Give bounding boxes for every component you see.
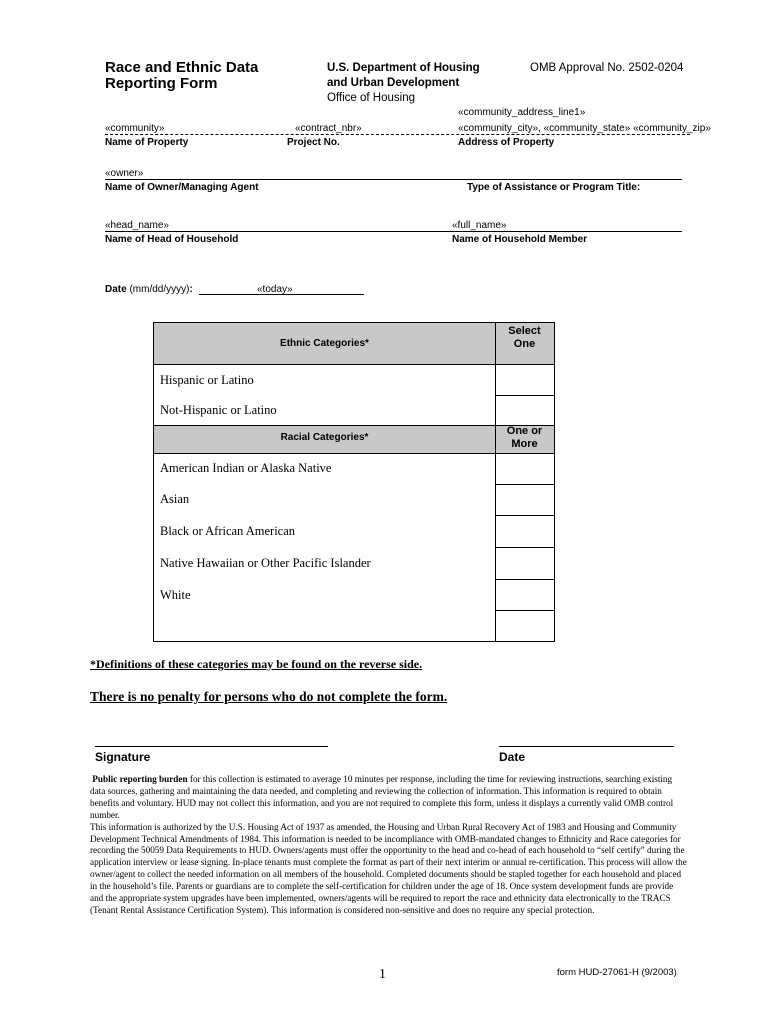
racial-option-american-indian: American Indian or Alaska Native bbox=[160, 461, 332, 475]
date-label: Date bbox=[105, 284, 127, 295]
burden-lead: Public reporting burden bbox=[92, 774, 188, 784]
select-one-header bbox=[495, 325, 554, 351]
owner-value: «owner» bbox=[105, 168, 144, 179]
ethnic-categories-header: Ethnic Categories* bbox=[280, 338, 369, 349]
form-title-line1: Race and Ethnic Data bbox=[105, 59, 259, 76]
burden-paragraph-1 bbox=[90, 774, 688, 822]
signature-label: Signature bbox=[95, 750, 151, 764]
ethnic-select-cell-hispanic[interactable] bbox=[496, 365, 554, 395]
today-value: «today» bbox=[257, 284, 293, 295]
public-reporting-burden bbox=[90, 774, 688, 917]
row-divider bbox=[154, 364, 554, 365]
select-one-line2: One bbox=[513, 338, 536, 350]
address-line1-value: «community_address_line1» bbox=[458, 107, 586, 118]
racial-select-cell-black[interactable] bbox=[496, 516, 554, 547]
one-or-more-line1: One or bbox=[506, 425, 543, 437]
community-value: «community» bbox=[105, 123, 165, 134]
omb-approval: OMB Approval No. 2502-0204 bbox=[530, 62, 684, 74]
head-name-value: «head_name» bbox=[105, 220, 169, 231]
household-member-label: Name of Household Member bbox=[452, 234, 588, 245]
burden-para1-text: for this collection is estimated to average 10 minutes per response, including the time for reviewing instructions, searching existing data sources, gathering and maintaining the data needed, and completing and reviewing the collection of information. This information is required to obtain benefits and voluntary. HUD may not collect this information, and you are not required to complete this form, unless it displays a currently valid OMB control number. bbox=[90, 774, 674, 820]
owner-underline bbox=[105, 179, 682, 180]
racial-select-cell-white[interactable] bbox=[496, 580, 554, 610]
row-divider bbox=[154, 425, 554, 426]
department-block bbox=[327, 61, 480, 106]
one-or-more-header bbox=[495, 425, 554, 451]
no-penalty-note: There is no penalty for persons who do not complete the form. bbox=[90, 689, 448, 704]
department-line1: U.S. Department of Housing bbox=[327, 62, 480, 74]
household-underline bbox=[105, 231, 682, 232]
property-name-label: Name of Property bbox=[105, 137, 189, 148]
department-line2: and Urban Development bbox=[327, 77, 460, 89]
signature-date-line bbox=[499, 746, 674, 747]
racial-select-cell-asian[interactable] bbox=[496, 485, 554, 515]
racial-option-native-hawaiian: Native Hawaiian or Other Pacific Islander bbox=[160, 556, 371, 570]
signature-line bbox=[95, 746, 328, 747]
page-number: 1 bbox=[379, 967, 386, 982]
form-title bbox=[105, 60, 258, 92]
signature-date-label: Date bbox=[499, 750, 526, 764]
property-underline bbox=[105, 134, 690, 135]
date-field-label bbox=[105, 284, 193, 296]
definitions-note: *Definitions of these categories may be found on the reverse side. bbox=[90, 657, 423, 671]
property-address-label: Address of Property bbox=[458, 137, 555, 148]
burden-paragraph-2: This information is authorized by the U.S. Housing Act of 1937 as amended, the Housing and Urban Rural Recovery Act of 1983 and Housing and Community Development Technical Amendments of 1984. This information is needed to be incompliance with OMB-mandated changes to Ethnicity and Race categories for recording the 50059 Data Requirements to HUD. Owners/agents must offer the opportunity to the head and co-head of each household to “self certify” during the application interview or lease signing. In-place tenants must complete the format as part of their next interim or annual re-certification. This process will allow the owner/agent to collect the needed information on all members of the household. Completed documents should be stapled together for each household and placed in the household’s file. Parents or guardians are to complete the self-certification for children under the age of 18. Once system development funds are provide and the appropriate system upgrades have been implemented, owners/agents will be required to report the race and ethnicity data electronically to the TRACS (Tenant Rental Assistance Certification System). This information is considered non-sensitive and does no require any special protection. bbox=[90, 821, 687, 915]
racial-option-white: White bbox=[160, 588, 191, 602]
select-one-line1: Select bbox=[508, 325, 541, 337]
head-of-household-label: Name of Head of Household bbox=[105, 234, 239, 245]
racial-categories-header: Racial Categories* bbox=[280, 432, 369, 443]
ethnic-option-hispanic: Hispanic or Latino bbox=[160, 373, 254, 387]
racial-select-cell-native-hawaiian[interactable] bbox=[496, 548, 554, 579]
row-divider bbox=[154, 453, 554, 454]
date-format-label: (mm/dd/yyyy) bbox=[129, 284, 190, 295]
address-line2-value: «community_city», «community_state» «community_zip» bbox=[458, 123, 711, 134]
racial-option-black: Black or African American bbox=[160, 524, 296, 538]
date-colon: : bbox=[189, 284, 193, 295]
racial-select-cell-american-indian[interactable] bbox=[496, 454, 554, 484]
one-or-more-line2: More bbox=[511, 438, 538, 450]
form-title-line2: Reporting Form bbox=[105, 75, 218, 92]
date-underline bbox=[199, 294, 364, 295]
ethnic-option-not-hispanic: Not-Hispanic or Latino bbox=[160, 403, 277, 417]
form-id: form HUD-27061-H (9/2003) bbox=[557, 967, 677, 978]
project-no-label: Project No. bbox=[287, 137, 340, 148]
race-ethnic-table bbox=[153, 322, 555, 642]
row-divider bbox=[495, 610, 554, 611]
assistance-type-label: Type of Assistance or Program Title: bbox=[467, 182, 641, 193]
racial-option-asian: Asian bbox=[160, 492, 190, 506]
owner-label: Name of Owner/Managing Agent bbox=[105, 182, 259, 193]
contract-value: «contract_nbr» bbox=[295, 123, 362, 134]
full-name-value: «full_name» bbox=[452, 220, 507, 231]
ethnic-select-cell-not-hispanic[interactable] bbox=[496, 396, 554, 425]
department-line3: Office of Housing bbox=[327, 92, 416, 104]
